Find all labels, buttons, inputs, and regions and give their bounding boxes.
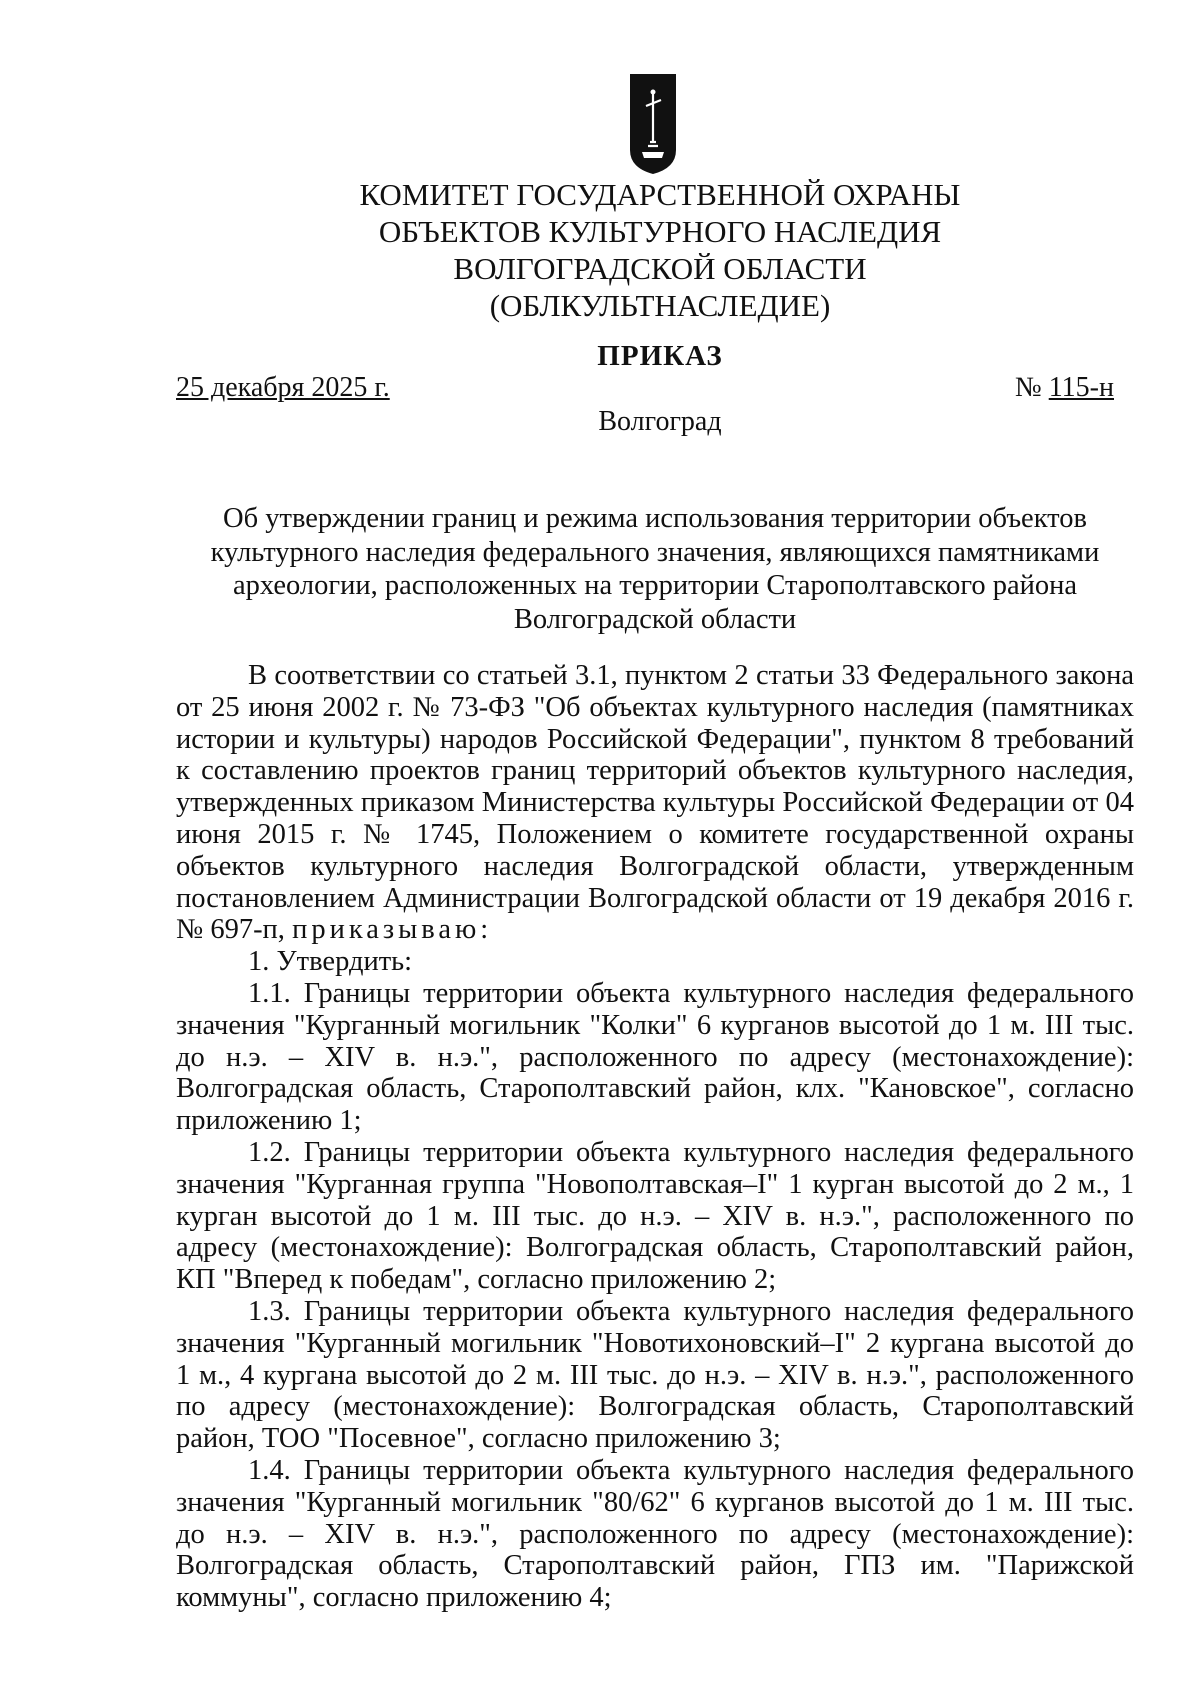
number-prefix: № — [1015, 372, 1049, 403]
order-word: приказываю: — [292, 914, 493, 946]
item-1-3: 1.3. Границы территории объекта культурного наследия федерального значения "Курганный могильник "Новотихоновский–I" 2 кургана высотой до 1 м., 4 кургана высотой до 2 м. III тыс. до н.э. – XIV в. н.э.", расположенного по адресу (местонахождение): Волгоградская область, Старополтавский район, ТОО "Посевное", согласно приложению 3; — [176, 1295, 1134, 1455]
item-1: 1. Утвердить: — [248, 946, 413, 978]
title-line: Об утверждении границ и режима использования территории объектов — [223, 503, 1087, 534]
document-date: 25 декабря 2025 г. — [176, 372, 390, 403]
title-line: Волгоградской области — [513, 603, 797, 635]
organization-name — [300, 176, 1020, 324]
org-line: КОМИТЕТ ГОСУДАРСТВЕННОЙ ОХРАНЫ — [359, 177, 961, 212]
volgograd-coat-of-arms-icon — [628, 72, 678, 176]
org-line: (ОБЛКУЛЬТНАСЛЕДИЕ) — [489, 288, 831, 323]
item-1-2: 1.2. Границы территории объекта культурного наследия федерального значения "Курганная группа "Новополтавская–I" 1 курган высотой до 2 м., 1 курган высотой до 1 м. III тыс. до н.э. – XIV в. н.э.", расположенного по адресу (местонахождение): Волгоградская область, Старополтавский район, КП "Вперед к победам", согласно приложению 2; — [176, 1136, 1134, 1296]
document-number — [1015, 372, 1114, 404]
title-line: археологии, расположенных на территории Старополтавского района — [232, 570, 1078, 601]
org-line: ВОЛГОГРАДСКОЙ ОБЛАСТИ — [453, 251, 867, 286]
item-1-4: 1.4. Границы территории объекта культурного наследия федерального значения "Курганный могильник "80/62" 6 курганов высотой до 1 м. III тыс. до н.э. – XIV в. н.э.", расположенного по адресу (местонахождение): Волгоградская область, Старополтавский район, ГПЗ им. "Парижской коммуны", согласно приложению 4; — [176, 1454, 1134, 1614]
document-type: ПРИКАЗ — [597, 340, 723, 372]
item-1-1: 1.1. Границы территории объекта культурного наследия федерального значения "Курганный могильник "Колки" 6 курганов высотой до 1 м. III тыс. до н.э. – XIV в. н.э.", расположенного по адресу (местонахождение): Волгоградская область, Старополтавский район, клх. "Кановское", согласно приложению 1; — [176, 977, 1134, 1137]
document-body — [176, 660, 1134, 1614]
number-value: 115-н — [1048, 372, 1114, 403]
document-title — [176, 502, 1134, 636]
title-line: культурного наследия федерального значения, являющихся памятниками — [210, 536, 1100, 568]
org-line: ОБЪЕКТОВ КУЛЬТУРНОГО НАСЛЕДИЯ — [378, 214, 942, 249]
preamble-text: В соответствии со статьей 3.1, пунктом 2 статьи 33 Федерального закона от 25 июня 2002 г. № 73-ФЗ "Об объектах культурного наследия (памятниках истории и культуры) народов Российской Федерации", пунктом 8 требований к составлению проектов границ территорий объектов культурного наследия, утвержденных приказом Министерства культуры Российской Федерации от 04 июня 2015 г. № 1745, Положением о комитете государственной охраны объектов культурного наследия Волгоградской области, утвержденным постановлением Администрации Волгоградской области от 19 декабря 2016 г. № 697-п, — [176, 660, 1134, 946]
document-city: Волгоград — [598, 406, 722, 437]
preamble-paragraph — [176, 660, 1134, 946]
